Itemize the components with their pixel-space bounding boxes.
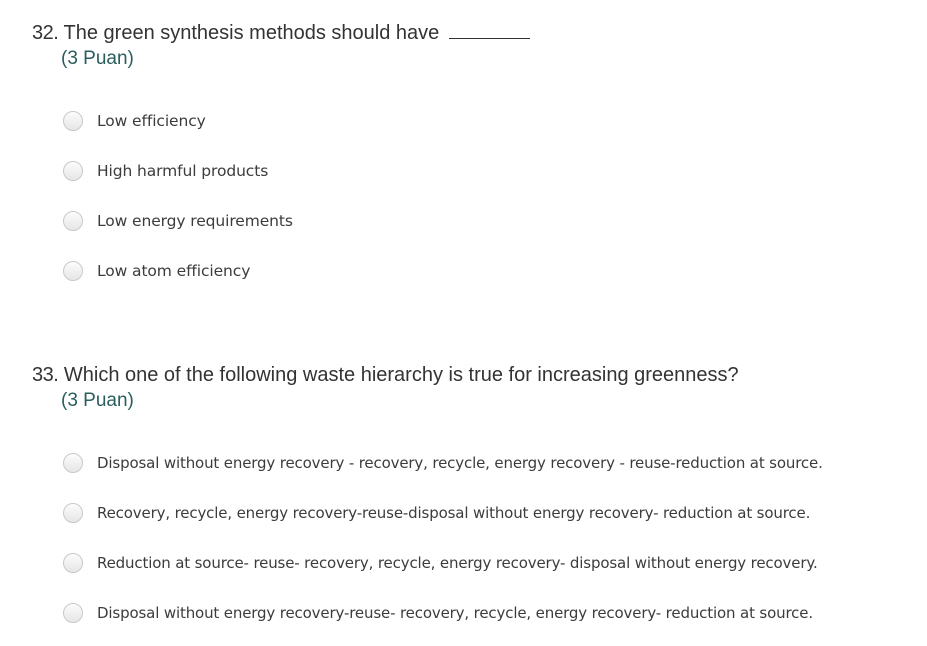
question-title [32,20,912,46]
radio-button[interactable] [63,111,83,131]
radio-button[interactable] [63,553,83,573]
question-number: 32. [32,22,59,44]
option-label[interactable]: High harmful products [97,162,269,180]
option-c[interactable] [63,538,912,588]
option-b[interactable] [63,488,912,538]
answer-blank [449,20,530,39]
question-32 [32,20,912,296]
radio-button[interactable] [63,603,83,623]
option-low-efficiency[interactable] [63,96,912,146]
options-list [63,438,912,638]
radio-button[interactable] [63,453,83,473]
option-label[interactable]: Disposal without energy recovery-reuse- recovery, recycle, energy recovery- reduction at source. [97,604,813,622]
question-text: Which one of the following waste hierarchy is true for increasing greenness? [63,364,739,386]
option-label[interactable]: Low atom efficiency [97,262,251,280]
question-title [32,362,912,388]
radio-button[interactable] [63,161,83,181]
option-a[interactable] [63,438,912,488]
question-points: (3 Puan) [61,48,134,69]
question-text: The green synthesis methods should have [63,22,440,44]
question-points: (3 Puan) [61,390,134,411]
question-33 [32,362,912,638]
option-low-energy-requirements[interactable] [63,196,912,246]
option-label[interactable]: Recovery, recycle, energy recovery-reuse-disposal without energy recovery- reduction at source. [97,504,811,522]
option-label[interactable]: Low efficiency [97,112,206,130]
options-list [63,96,912,296]
option-low-atom-efficiency[interactable] [63,246,912,296]
option-high-harmful-products[interactable] [63,146,912,196]
option-d[interactable] [63,588,912,638]
question-number: 33. [32,364,59,386]
radio-button[interactable] [63,261,83,281]
option-label[interactable]: Low energy requirements [97,212,293,230]
radio-button[interactable] [63,503,83,523]
option-label[interactable]: Reduction at source- reuse- recovery, recycle, energy recovery- disposal without energy recovery. [97,554,818,572]
option-label[interactable]: Disposal without energy recovery - recovery, recycle, energy recovery - reuse-reduction at source. [97,454,823,472]
radio-button[interactable] [63,211,83,231]
